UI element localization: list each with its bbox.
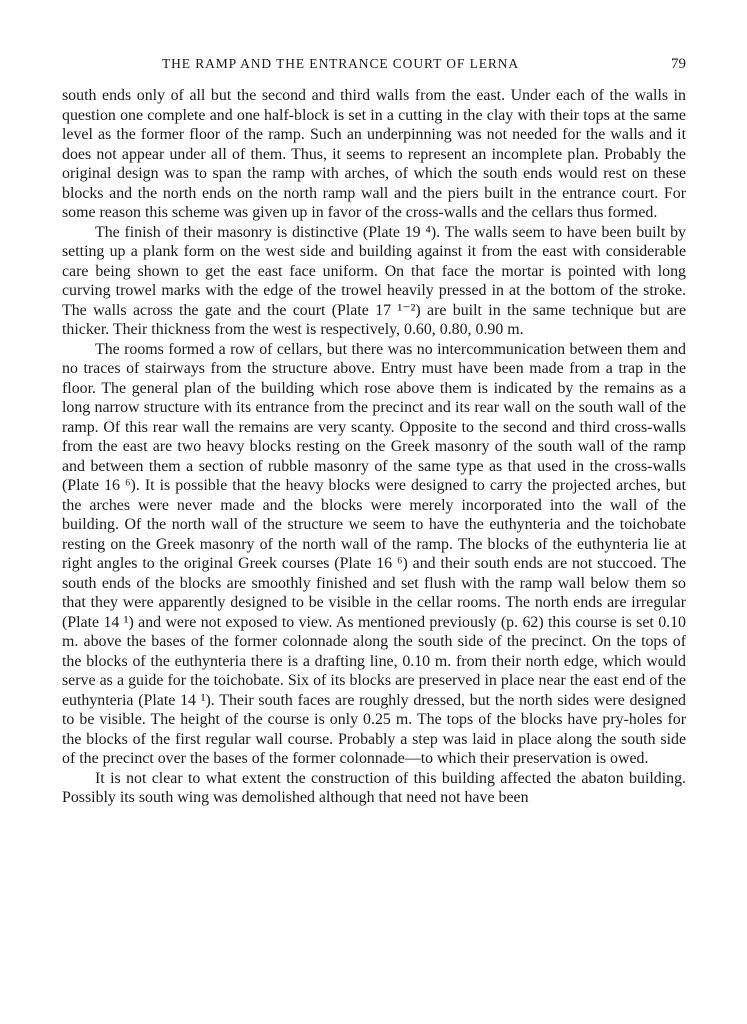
paragraph-continued: south ends only of all but the second and third walls from the east. Under each of the walls in question one complete and one half-block is set in a cutting in the clay with their tops at the same level as the former floor of the ramp. Such an underpinning was not needed for the walls and it does not appear under all of them. Thus, it seems to represent an incomplete plan. Probably the original design was to span the ramp with arches, of which the south ends would rest on these blocks and the north ends on the north ramp wall and the piers built in the entrance court. For some reason this scheme was given up in favor of the cross-walls and the cellars thus formed. [62, 87, 686, 221]
running-head [62, 56, 686, 78]
page-number: 79 [671, 56, 686, 72]
body-text [62, 86, 686, 808]
paragraph-abaton: It is not clear to what extent the construction of this building affected the abaton building. Possibly its south wing was demolished although that need not have been [62, 769, 686, 806]
paragraph-cellars: The rooms formed a row of cellars, but there was no intercommunication between them and no traces of stairways from the structure above. Entry must have been made from a trap in the floor. The general plan of the building which rose above them is indicated by the remains as a long narrow structure with its entrance from the precinct and its rear wall on the south wall of the ramp. Of this rear wall the remains are very scanty. Opposite to the second and third cross-walls from the east are two heavy blocks resting on the Greek masonry of the south wall of the ramp and between them a section of rubble masonry of the same type as that used in the cross-walls (Plate 16 ⁶). It is possible that the heavy blocks were designed to carry the projected arches, but the arches were never made and the blocks were merely incorporated into the wall of the building. Of the north wall of the structure we seem to have the euthynteria and the toichobate resting on the Greek masonry of the north wall of the ramp. The blocks of the euthynteria lie at right angles to the original Greek courses (Plate 16 ⁶) and their south ends are not stuccoed. The south ends of the blocks are smoothly finished and set flush with the ramp wall below them so that they were apparently designed to be visible in the cellar rooms. The north ends are irregular (Plate 14 ¹) and were not exposed to view. As mentioned previously (p. 62) this course is set 0.10 m. above the bases of the former colonnade along the south side of the precinct. On the tops of the blocks of the euthynteria there is a drafting line, 0.10 m. from their north edge, which would serve as a guide for the toichobate. Six of its blocks are preserved in place near the east end of the euthynteria (Plate 14 ¹). Their south faces are roughly dressed, but the north sides were designed to be visible. The height of the course is only 0.25 m. The tops of the blocks have pry-holes for the blocks of the first regular wall course. Probably a step was laid in place along the south side of the precinct over the bases of the former colonnade—to which their preservation is owed. [62, 340, 686, 767]
page [62, 56, 686, 808]
running-title: THE RAMP AND THE ENTRANCE COURT OF LERNA [162, 56, 520, 71]
paragraph-masonry-finish: The finish of their masonry is distinctive (Plate 19 ⁴). The walls seem to have been built by setting up a plank form on the west side and building against it from the east with considerable care being shown to get the east face uniform. On that face the mortar is pointed with long curving trowel marks with the edge of the trowel heavily pressed in at the bottom of the stroke. The walls across the gate and the court (Plate 17 ¹⁻²) are built in the same technique but are thicker. Their thickness from the west is respectively, 0.60, 0.80, 0.90 m. [62, 223, 686, 338]
